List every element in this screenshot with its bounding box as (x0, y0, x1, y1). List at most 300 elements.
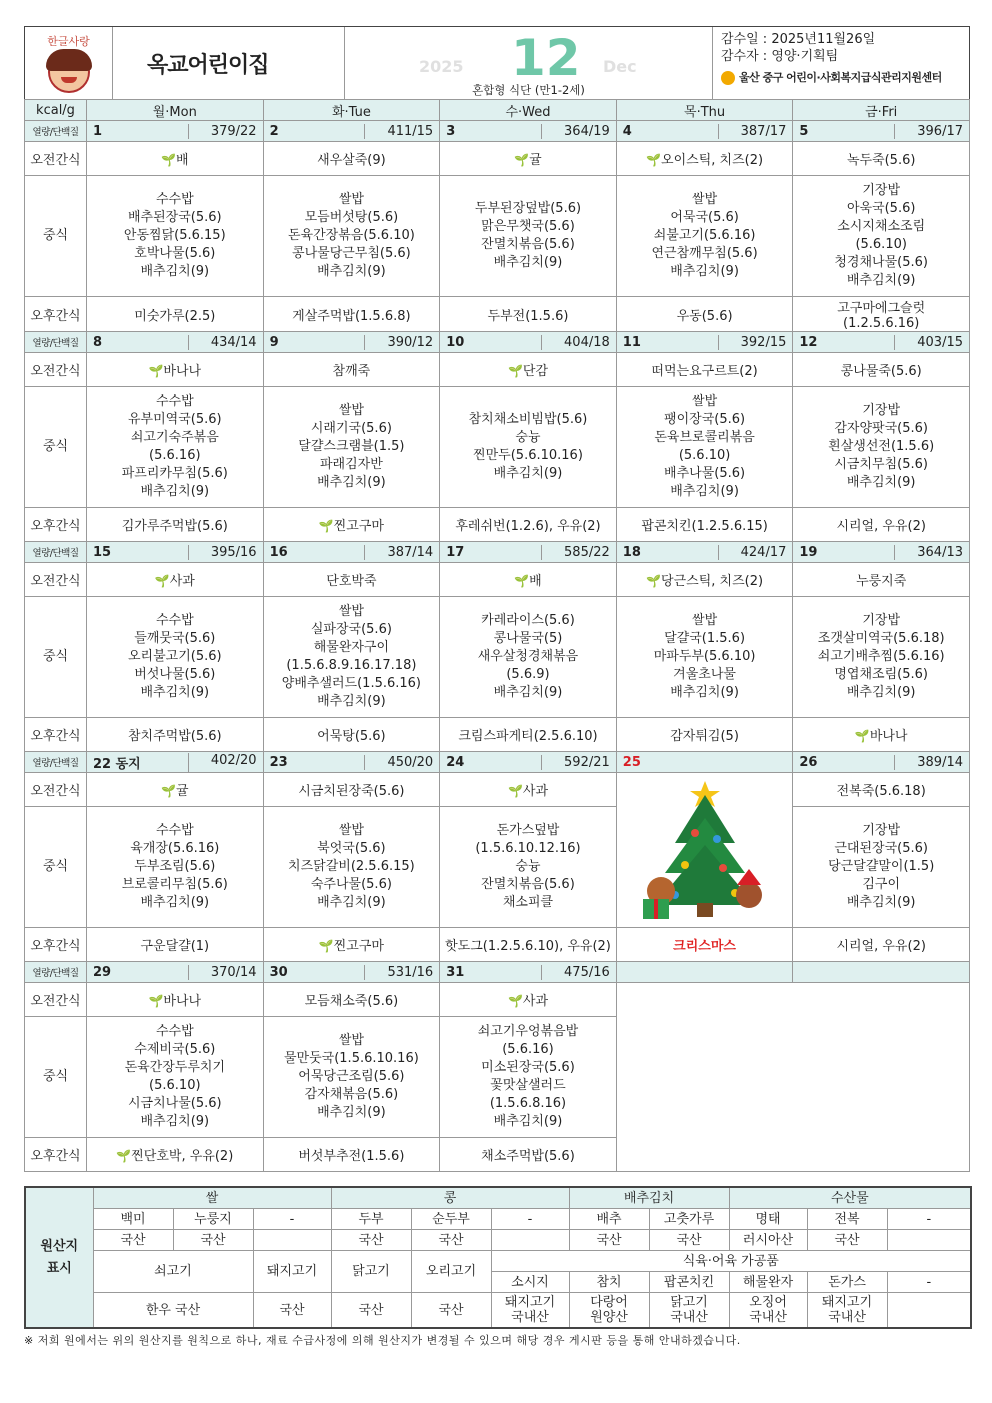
am-snack-cell (616, 353, 793, 387)
lunch-item: 어묵국(5.6) (670, 210, 739, 225)
pm-snack-cell (440, 297, 617, 332)
lunch-item: 두부조림(5.6) (134, 859, 216, 874)
origin-items-row (25, 1209, 971, 1230)
footnote: ※ 저희 원에서는 위의 원산지를 원칙으로 하나, 재료 수급사정에 의해 원산지가 변경될 수 있으며 해당 경우 게시판 등을 통해 안내하겠습니다. (24, 1334, 741, 1347)
lunch-cell (616, 176, 793, 297)
kcal-protein: 404/18 (541, 335, 610, 350)
lunch-item: 치즈닭갈비(2.5.6.15) (288, 859, 415, 874)
lunch-cell (793, 807, 970, 928)
am-snack-text: 누룽지죽 (856, 574, 907, 589)
pm-snack-text: 구운달걀(1) (140, 939, 210, 954)
lunch-item: 시금치나물(5.6) (127, 1096, 222, 1111)
lunch-cell (440, 1017, 617, 1138)
pm-snack-cell (793, 297, 970, 332)
pm-snack-cell (793, 928, 970, 962)
lunch-item: 쇠고기숙주볶음 (130, 430, 219, 445)
lunch-item: 수수밥 (155, 1024, 194, 1039)
holiday-pm-cell (616, 928, 793, 962)
corner-cell: kcal/g (25, 100, 87, 121)
pm-snack-row (25, 297, 970, 332)
date-cell (793, 332, 970, 353)
processed-item: 해물완자 (729, 1272, 807, 1293)
date-cell (616, 542, 793, 563)
origin-item: 순두부 (411, 1209, 491, 1230)
lunch-item: 배추김치(9) (140, 685, 210, 700)
lunch-item: 새우살청경채볶음 (477, 649, 579, 664)
lunch-item: 잔멸치볶음(5.6) (481, 237, 575, 252)
pm-snack-text: 버섯부추전(1.5.6) (298, 1149, 405, 1164)
lunch-item: 배추김치(9) (140, 264, 210, 279)
sprout-icon: 🌱 (148, 994, 164, 1008)
lunch-item: 파래김자반 (319, 457, 383, 472)
date-cell (440, 332, 617, 353)
lunch-item: 배추김치(9) (317, 264, 386, 279)
pm-snack-cell (440, 1138, 617, 1172)
lunch-item: 배추나물(5.6) (664, 466, 746, 481)
menu-table (24, 99, 970, 1172)
pm-snack-row (25, 928, 970, 962)
lunch-item: 수수밥 (155, 613, 194, 628)
lunch-item: 배추김치(9) (846, 475, 916, 490)
lunch-item: 배추김치(9) (670, 264, 739, 279)
date-number: 9 (269, 334, 279, 350)
lunch-item: 배추김치(9) (846, 685, 916, 700)
lunch-item: 쌀밥 (338, 403, 364, 418)
origin-group-rice: 쌀 (93, 1187, 331, 1209)
lunch-item: 호박나물(5.6) (134, 246, 216, 261)
am-snack-cell (440, 142, 617, 176)
lunch-cell (793, 176, 970, 297)
date-number: 10 (446, 334, 465, 350)
am-snack-text: 사과 (522, 994, 549, 1009)
lunch-item: 달걀국(1.5.6) (664, 631, 746, 646)
origin-group-seafood: 수산물 (729, 1187, 971, 1209)
sprout-icon: 🌱 (514, 153, 530, 167)
lunch-item: (1.5.6.10.12.16) (475, 841, 581, 856)
lunch-item: 돈가스덮밥 (496, 823, 560, 838)
kcal-protein: 390/12 (364, 335, 433, 350)
kcal-protein: 364/13 (894, 545, 963, 560)
processed-value: 오징어 국내산 (729, 1293, 807, 1329)
date-cell (616, 752, 793, 773)
lunch-cell (263, 176, 440, 297)
origin-item: - (491, 1209, 569, 1230)
am-snack-text: 녹두죽(5.6) (846, 153, 916, 168)
am-snack-text: 당근스틱, 치즈(2) (661, 574, 764, 589)
pm-snack-cell (87, 508, 264, 542)
lunch-item: 양배추샐러드(1.5.6.16) (281, 676, 422, 691)
lunch-item: 파프리카무침(5.6) (121, 466, 228, 481)
lunch-item: 들깨뭇국(5.6) (134, 631, 216, 646)
lunch-item: (5.6.16) (502, 1042, 554, 1057)
date-number: 12 (799, 334, 818, 350)
lunch-item: 수수밥 (155, 394, 194, 409)
week-band-row (25, 542, 970, 563)
origin-item: 누룽지 (173, 1209, 253, 1230)
kcal-label: 열량/단백질 (25, 752, 87, 773)
date-cell (87, 332, 264, 353)
row-label-pm: 오후간식 (25, 297, 87, 332)
date-cell (440, 121, 617, 142)
processed-item: 팝콘치킨 (649, 1272, 729, 1293)
pm-snack-text: 찐단호박, 우유(2) (131, 1149, 234, 1164)
am-snack-cell (87, 563, 264, 597)
row-label-am: 오전간식 (25, 142, 87, 176)
sprout-icon: 🌱 (507, 994, 523, 1008)
sprout-icon: 🌱 (148, 364, 164, 378)
lunch-item: 잔멸치볶음(5.6) (481, 877, 575, 892)
row-label-am: 오전간식 (25, 773, 87, 807)
pm-snack-cell (616, 508, 793, 542)
lunch-item: 기장밥 (862, 403, 901, 418)
origin-item: 두부 (331, 1209, 411, 1230)
am-snack-cell (263, 773, 440, 807)
lunch-item: 꽃맛살샐러드 (490, 1078, 566, 1093)
day-mon: 월·Mon (87, 100, 264, 121)
processed-item: - (887, 1272, 971, 1293)
row-label-lunch: 중식 (25, 176, 87, 297)
row-label-lunch: 중식 (25, 597, 87, 718)
date-cell (263, 121, 440, 142)
lunch-cell (440, 807, 617, 928)
am-snack-text: 바나나 (163, 364, 202, 379)
date-number: 23 (269, 754, 288, 770)
date-number: 3 (446, 123, 456, 139)
row-label-lunch: 중식 (25, 807, 87, 928)
lunch-item: 감자양팟국(5.6) (834, 421, 928, 436)
am-snack-text: 귤 (529, 153, 542, 168)
pm-snack-cell (263, 297, 440, 332)
lunch-cell (263, 1017, 440, 1138)
lunch-item: (5.6.10) (149, 1078, 201, 1093)
date-cell (263, 752, 440, 773)
origin-item: 전복 (807, 1209, 887, 1230)
am-snack-text: 새우살죽(9) (317, 153, 386, 168)
date-number: 26 (799, 754, 818, 770)
am-snack-cell (263, 563, 440, 597)
am-snack-cell (263, 142, 440, 176)
origin-item: - (887, 1209, 971, 1230)
lunch-row (25, 597, 970, 718)
lunch-item: 수제비국(5.6) (134, 1042, 216, 1057)
origin-value: 국산 (649, 1230, 729, 1251)
date-number: 4 (622, 123, 632, 139)
kcal-protein: 387/17 (718, 124, 787, 139)
sprout-icon: 🌱 (507, 364, 523, 378)
meat-origin-value: 국산 (411, 1293, 491, 1329)
pm-snack-cell (440, 718, 617, 752)
date-number: 1 (93, 123, 103, 139)
lunch-item: 쌀밥 (692, 613, 718, 628)
center-name: 울산 중구 어린이·사회복지급식관리지원센터 (721, 69, 963, 86)
lunch-cell (263, 597, 440, 718)
kcal-label: 열량/단백질 (25, 121, 87, 142)
sprout-icon: 🌱 (646, 574, 662, 588)
date-cell (440, 962, 617, 983)
origin-beef: 쇠고기 (93, 1251, 253, 1293)
am-snack-text: 전복죽(5.6.18) (836, 784, 926, 799)
origin-value (887, 1230, 971, 1251)
lunch-item: 달걀스크램블(1.5) (298, 439, 405, 454)
row-label-am: 오전간식 (25, 983, 87, 1017)
sprout-icon: 🌱 (116, 1149, 132, 1163)
lunch-item: 쇠고기배추찜(5.6.16) (817, 649, 945, 664)
lunch-cell (616, 597, 793, 718)
pm-snack-row (25, 508, 970, 542)
lunch-item: 실파장국(5.6) (310, 622, 392, 637)
row-label-am: 오전간식 (25, 563, 87, 597)
lunch-item: 배추김치(9) (140, 1114, 210, 1129)
pm-snack-text: 크림스파게티(2.5.6.10) (458, 729, 598, 744)
am-snack-text: 사과 (169, 574, 195, 589)
pm-snack-text: 시리얼, 우유(2) (836, 939, 926, 954)
date-cell (793, 121, 970, 142)
lunch-item: 배추된장국(5.6) (127, 210, 222, 225)
row-label-lunch: 중식 (25, 387, 87, 508)
lunch-item: 흰살생선전(1.5.6) (828, 439, 935, 454)
date-cell (263, 542, 440, 563)
date-cell (263, 332, 440, 353)
am-snack-text: 배 (175, 153, 189, 168)
year: 2025 (419, 57, 464, 76)
am-snack-row (25, 563, 970, 597)
pm-snack-cell (87, 297, 264, 332)
pm-snack-text: 찐고구마 (333, 939, 384, 954)
am-snack-text: 시금치된장죽(5.6) (298, 784, 405, 799)
kcal-protein: 387/14 (364, 545, 433, 560)
day-thu: 목·Thu (616, 100, 793, 121)
date-cell (87, 121, 264, 142)
pm-snack-text: 감자튀김(5) (670, 729, 739, 744)
lunch-item: (5.6.10) (678, 448, 731, 463)
month-en: Dec (603, 57, 637, 76)
lunch-item: 근대된장국(5.6) (834, 841, 928, 856)
lunch-item: 수수밥 (155, 192, 194, 207)
date-cell (616, 121, 793, 142)
pm-snack-cell (616, 297, 793, 332)
kcal-protein: 370/14 (188, 965, 257, 980)
row-label-pm: 오후간식 (25, 508, 87, 542)
lunch-item: 수수밥 (155, 823, 194, 838)
origin-value: 국산 (173, 1230, 253, 1251)
pm-snack-text: 후레쉬번(1.2.6), 우유(2) (455, 519, 601, 534)
origin-title: 원산지 표시 (25, 1187, 93, 1328)
kcal-label: 열량/단백질 (25, 332, 87, 353)
processed-value: 돼지고기 국내산 (491, 1293, 569, 1329)
week-band-row (25, 962, 970, 983)
lunch-item: 오리불고기(5.6) (127, 649, 222, 664)
lunch-item: (1.5.6.8.16) (489, 1096, 567, 1111)
date-number: 17 (446, 544, 465, 560)
date-number: 15 (93, 544, 112, 560)
lunch-item: 팽이장국(5.6) (664, 412, 746, 427)
lunch-item: 배추김치(9) (317, 1105, 386, 1120)
am-snack-cell (440, 353, 617, 387)
origin-value (253, 1230, 331, 1251)
pm-snack-text: 시리얼, 우유(2) (836, 519, 926, 534)
sprout-icon: 🌱 (161, 784, 176, 798)
center-logo-icon (721, 71, 735, 85)
lunch-item: 배추김치(9) (493, 1114, 563, 1129)
am-snack-text: 콩나물죽(5.6) (840, 364, 922, 379)
logo (25, 27, 113, 99)
am-snack-cell (440, 773, 617, 807)
kcal-protein: 424/17 (718, 545, 787, 560)
row-label-lunch: 중식 (25, 1017, 87, 1138)
date-number: 2 (269, 123, 279, 139)
origin-value: 국산 (411, 1230, 491, 1251)
pm-snack-cell (263, 718, 440, 752)
kcal-protein: 531/16 (364, 965, 433, 980)
pm-snack-cell (263, 928, 440, 962)
date-cell (87, 962, 264, 983)
day-header-row (25, 100, 970, 121)
lunch-row (25, 807, 970, 928)
lunch-item: 연근참깨무침(5.6) (651, 246, 758, 261)
lunch-item: 겨울초나물 (673, 667, 736, 682)
lunch-cell (440, 597, 617, 718)
am-snack-text: 모듬채소죽(5.6) (304, 994, 399, 1009)
inspector: 감수자 : 영양·기획팀 (721, 49, 839, 64)
day-fri: 금·Fri (793, 100, 970, 121)
sprout-icon: 🌱 (514, 574, 530, 588)
am-snack-cell (793, 142, 970, 176)
date-number: 18 (622, 544, 641, 560)
date-number: 24 (446, 754, 465, 770)
am-snack-text: 귤 (175, 784, 189, 799)
empty-cell (616, 962, 793, 983)
origin-item: 명태 (729, 1209, 807, 1230)
am-snack-cell (263, 353, 440, 387)
date-number: 30 (269, 964, 288, 980)
lunch-item: 돈육브로콜리볶음 (654, 430, 755, 445)
origin-value: 국산 (569, 1230, 649, 1251)
kcal-protein: 364/19 (541, 124, 610, 139)
sprout-icon: 🌱 (318, 519, 334, 533)
am-snack-cell (263, 983, 440, 1017)
week-band-row (25, 332, 970, 353)
lunch-item: 배추김치(9) (493, 255, 563, 270)
pm-snack-text: 바나나 (869, 729, 908, 744)
meat-origin-value: 국산 (253, 1293, 331, 1329)
pm-snack-text: 팝콘치킨(1.2.5.6.15) (641, 519, 768, 534)
am-snack-cell (87, 773, 264, 807)
lunch-item: 버섯나물(5.6) (134, 667, 216, 682)
lunch-item: 돈육간장볶음(5.6.10) (287, 228, 415, 243)
pm-snack-text: 미숫가루(2.5) (134, 308, 216, 324)
lunch-item: 모듬버섯탕(5.6) (304, 210, 399, 225)
lunch-item: 배추김치(9) (670, 484, 739, 499)
lunch-cell (616, 387, 793, 508)
header (24, 26, 970, 99)
day-wed: 수·Wed (440, 100, 617, 121)
origin-duck: 오리고기 (411, 1251, 491, 1293)
lunch-item: 쌀밥 (338, 1033, 364, 1048)
processed-value: 닭고기 국내산 (649, 1293, 729, 1329)
date-number: 31 (446, 964, 465, 980)
date-cell (87, 752, 264, 773)
origin-group-bean: 콩 (331, 1187, 569, 1209)
menu-type: 혼합형 식단 (만1-2세) (472, 83, 585, 97)
processed-item: 참치 (569, 1272, 649, 1293)
pm-snack-text: 김가루주먹밥(5.6) (121, 519, 228, 534)
lunch-item: 쌀밥 (338, 604, 364, 619)
origin-item: 백미 (93, 1209, 173, 1230)
lunch-row (25, 176, 970, 297)
logo-text: 한글사랑 (47, 35, 90, 48)
kcal-protein: 402/20 (188, 753, 257, 772)
lunch-item: 쌀밥 (338, 192, 364, 207)
pm-snack-text: 고구마에그슬럿 (1.2.5.6.16) (837, 301, 926, 331)
lunch-item: 쇠불고기(5.6.16) (653, 228, 756, 243)
origin-value: 국산 (331, 1230, 411, 1251)
lunch-item: 배추김치(9) (670, 685, 739, 700)
sprout-icon: 🌱 (154, 574, 170, 588)
week-band-row (25, 121, 970, 142)
row-label-pm: 오후간식 (25, 1138, 87, 1172)
am-snack-row (25, 983, 970, 1017)
pm-snack-text: 두부전(1.5.6) (487, 308, 569, 324)
date-number: 5 (799, 123, 809, 139)
lunch-item: 배추김치(9) (846, 273, 916, 288)
lunch-item: (5.6.9) (506, 667, 550, 682)
pm-snack-text: 어묵탕(5.6) (317, 729, 386, 744)
lunch-item: 당근달걀말이(1.5) (828, 859, 935, 874)
inspect-date: 감수일 : 2025년11월26일 (721, 32, 876, 47)
empty-cell (793, 962, 970, 983)
meat-origin-value: 한우 국산 (93, 1293, 253, 1329)
lunch-item: (5.6.10) (855, 237, 907, 252)
lunch-item: 유부미역국(5.6) (127, 412, 222, 427)
lunch-cell (87, 807, 264, 928)
kcal-protein: 411/15 (364, 124, 433, 139)
sprout-icon: 🌱 (161, 153, 176, 167)
pm-snack-cell (440, 508, 617, 542)
lunch-item: 육개장(5.6.16) (130, 841, 220, 856)
processed-value (887, 1293, 971, 1329)
holiday-am-cell (616, 773, 793, 928)
origin-value: 국산 (807, 1230, 887, 1251)
kcal-protein: 389/14 (894, 755, 963, 770)
lunch-item: 배추김치(9) (846, 895, 916, 910)
lunch-item: 해물완자구이 (313, 640, 390, 655)
lunch-item: 명엽채조림(5.6) (834, 667, 928, 682)
lunch-item: 배추김치(9) (493, 685, 563, 700)
lunch-item: 쇠고기우엉볶음밥 (477, 1024, 579, 1039)
lunch-item: 청경채나물(5.6) (834, 255, 928, 270)
date-number: 22 동지 (93, 756, 141, 772)
date-number: 19 (799, 544, 818, 560)
origin-processed-title: 식육·어육 가공품 (491, 1251, 971, 1272)
sprout-icon: 🌱 (507, 784, 523, 798)
pm-snack-cell (616, 718, 793, 752)
date-cell (616, 332, 793, 353)
pm-snack-text: 채소주먹밥(5.6) (481, 1149, 575, 1164)
lunch-item: 아욱국(5.6) (846, 201, 916, 216)
lunch-item: 소시지채소조림 (837, 219, 926, 234)
lunch-item: 숙주나물(5.6) (310, 877, 392, 892)
lunch-item: 맑은무챗국(5.6) (481, 219, 575, 234)
row-label-am: 오전간식 (25, 353, 87, 387)
processed-value: 돼지고기 국내산 (807, 1293, 887, 1329)
lunch-item: 카레라이스(5.6) (481, 613, 575, 628)
processed-value: 다랑어 원양산 (569, 1293, 649, 1329)
lunch-item: 시래기국(5.6) (310, 421, 392, 436)
pm-snack-cell (263, 508, 440, 542)
am-snack-text: 떠먹는요구르트(2) (651, 364, 758, 379)
lunch-item: 숭늉 (515, 430, 541, 445)
kcal-protein: 434/14 (188, 335, 257, 350)
